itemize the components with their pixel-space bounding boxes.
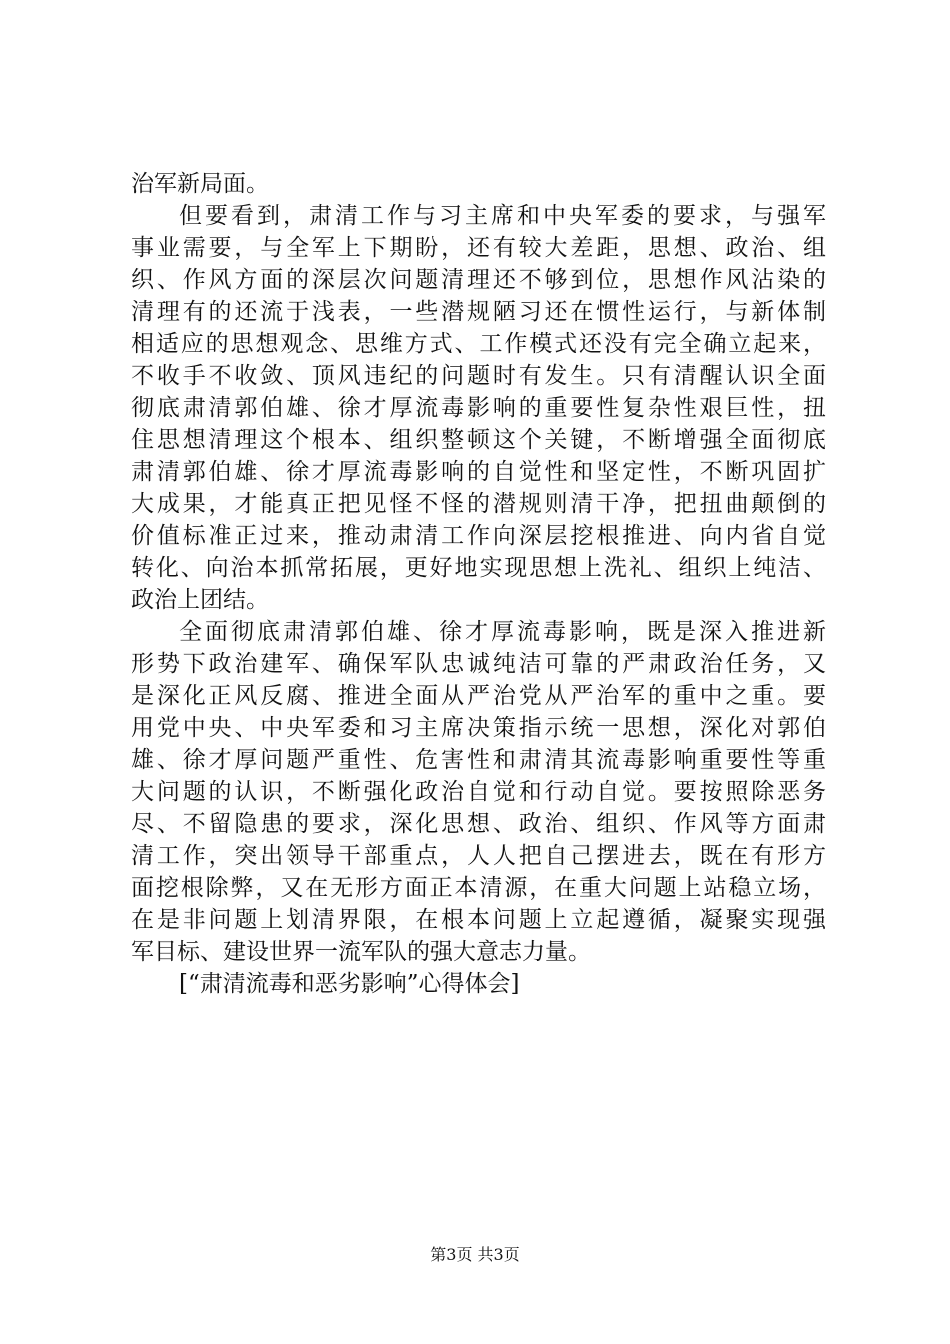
text-line: 全面彻底肃清郭伯雄、徐才厚流毒影响，既是深入推进新 [179,619,826,645]
text-line: 大问题的认识，不断强化政治自觉和行动自觉。要按照除恶务 [131,779,826,805]
page-number: 第3页 共3页 [430,1245,520,1264]
text-line: 不收手不收敛、顶风违纪的问题时有发生。只有清醒认识全面 [131,363,826,389]
text-line: 清工作，突出领导干部重点，人人把自己摆进去，既在有形方 [131,843,826,869]
text-line: 转化、向治本抓常拓展，更好地实现思想上洗礼、组织上纯洁、 [131,555,826,581]
text-line: 价值标准正过来，推动肃清工作向深层挖根推进、向内省自觉 [131,523,826,549]
paragraph-4 [131,968,826,1000]
text-line: [“肃清流毒和恶劣影响”心得体会] [179,971,520,997]
text-line: 事业需要，与全军上下期盼，还有较大差距，思想、政治、组 [131,235,826,261]
text-line: 但要看到，肃清工作与习主席和中央军委的要求，与强军 [179,203,826,229]
document-body [131,168,826,1000]
text-line: 彻底肃清郭伯雄、徐才厚流毒影响的重要性复杂性艰巨性，扭 [131,395,826,421]
text-line: 用党中央、中央军委和习主席决策指示统一思想，深化对郭伯 [131,715,826,741]
page-footer [0,1245,950,1265]
text-line: 织、作风方面的深层次问题清理还不够到位，思想作风沾染的 [131,267,826,293]
text-line: 在是非问题上划清界限，在根本问题上立起遵循，凝聚实现强 [131,907,826,933]
text-line: 军目标、建设世界一流军队的强大意志力量。 [131,939,591,965]
text-line: 尽、不留隐患的要求，深化思想、政治、组织、作风等方面肃 [131,811,826,837]
text-line: 是深化正风反腐、推进全面从严治党从严治军的重中之重。要 [131,683,826,709]
text-line: 政治上团结。 [131,587,269,613]
text-line: 治军新局面。 [131,171,269,197]
text-line: 雄、徐才厚问题严重性、危害性和肃清其流毒影响重要性等重 [131,747,826,773]
paragraph-1 [131,168,826,200]
text-line: 相适应的思想观念、思维方式、工作模式还没有完全确立起来， [131,331,826,357]
paragraph-2 [131,200,826,616]
text-line: 清理有的还流于浅表，一些潜规陋习还在惯性运行，与新体制 [131,299,826,325]
text-line: 形势下政治建军、确保军队忠诚纯洁可靠的严肃政治任务，又 [131,651,826,677]
text-line: 肃清郭伯雄、徐才厚流毒影响的自觉性和坚定性，不断巩固扩 [131,459,826,485]
text-line: 住思想清理这个根本、组织整顿这个关键，不断增强全面彻底 [131,427,826,453]
text-line: 大成果，才能真正把见怪不怪的潜规则清干净，把扭曲颠倒的 [131,491,826,517]
text-line: 面挖根除弊，又在无形方面正本清源，在重大问题上站稳立场， [131,875,826,901]
paragraph-3 [131,616,826,968]
